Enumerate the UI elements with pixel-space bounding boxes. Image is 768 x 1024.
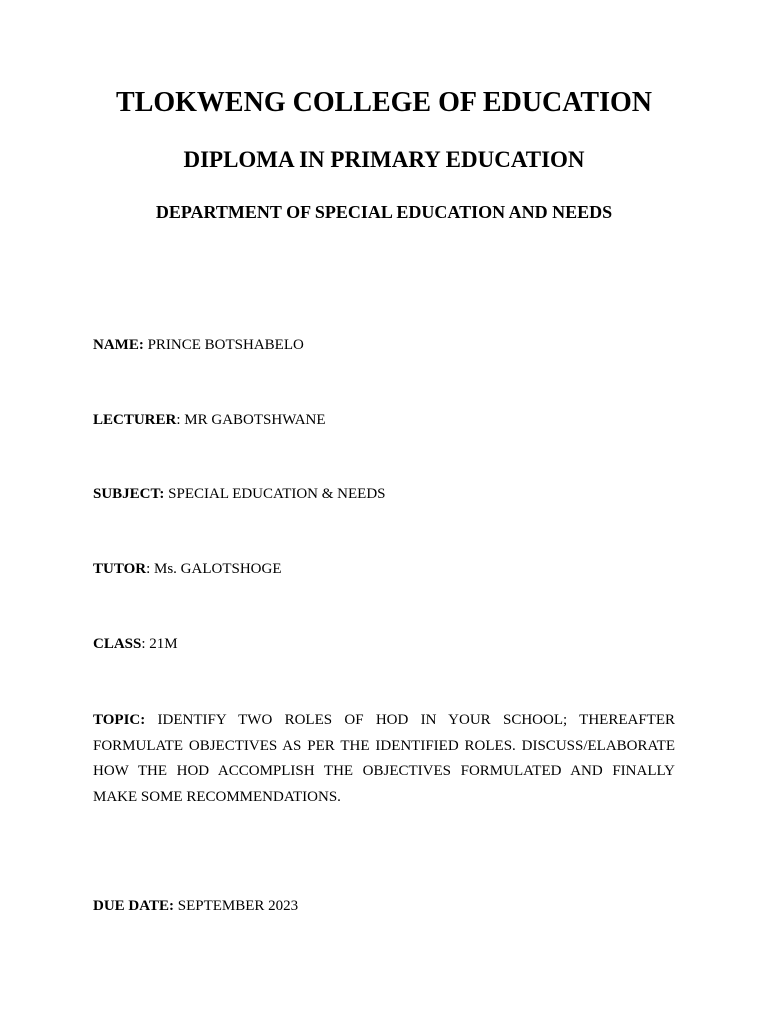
- lecturer-value: : MR GABOTSHWANE: [176, 412, 326, 428]
- tutor-field: [93, 559, 675, 579]
- department-title: DEPARTMENT OF SPECIAL EDUCATION AND NEEDS: [155, 202, 613, 222]
- topic-field: [93, 708, 675, 810]
- class-field: [93, 634, 675, 654]
- subject-label: SUBJECT:: [93, 486, 165, 502]
- due-date-value: SEPTEMBER 2023: [173, 898, 299, 914]
- tutor-label: TUTOR: [93, 561, 147, 577]
- name-label: NAME:: [93, 337, 144, 353]
- due-date-field: [93, 896, 675, 916]
- class-label: CLASS: [93, 636, 142, 652]
- subject-field: [93, 484, 675, 504]
- topic-label: TOPIC:: [93, 712, 146, 728]
- topic-value: IDENTIFY TWO ROLES OF HOD IN YOUR SCHOOL; THEREAFTER FORMULATE OBJECTIVES AS PER THE IDENTIFIED ROLES. DISCUSS/ELABORATE HOW THE HOD ACCOMPLISH THE OBJECTIVES FORMULATED AND FINALLY MAKE SOME RECOMMENDATIONS.: [93, 712, 675, 805]
- program-title: DIPLOMA IN PRIMARY EDUCATION: [183, 147, 585, 172]
- lecturer-label: LECTURER: [93, 412, 177, 428]
- name-value: PRINCE BOTSHABELO: [143, 337, 304, 353]
- due-date-label: DUE DATE:: [93, 898, 174, 914]
- subject-value: SPECIAL EDUCATION & NEEDS: [164, 486, 386, 502]
- tutor-value: : Ms. GALOTSHOGE: [146, 561, 282, 577]
- lecturer-field: [93, 410, 675, 430]
- class-value: : 21M: [141, 636, 178, 652]
- college-title: TLOKWENG COLLEGE OF EDUCATION: [116, 87, 652, 118]
- name-field: [93, 335, 675, 355]
